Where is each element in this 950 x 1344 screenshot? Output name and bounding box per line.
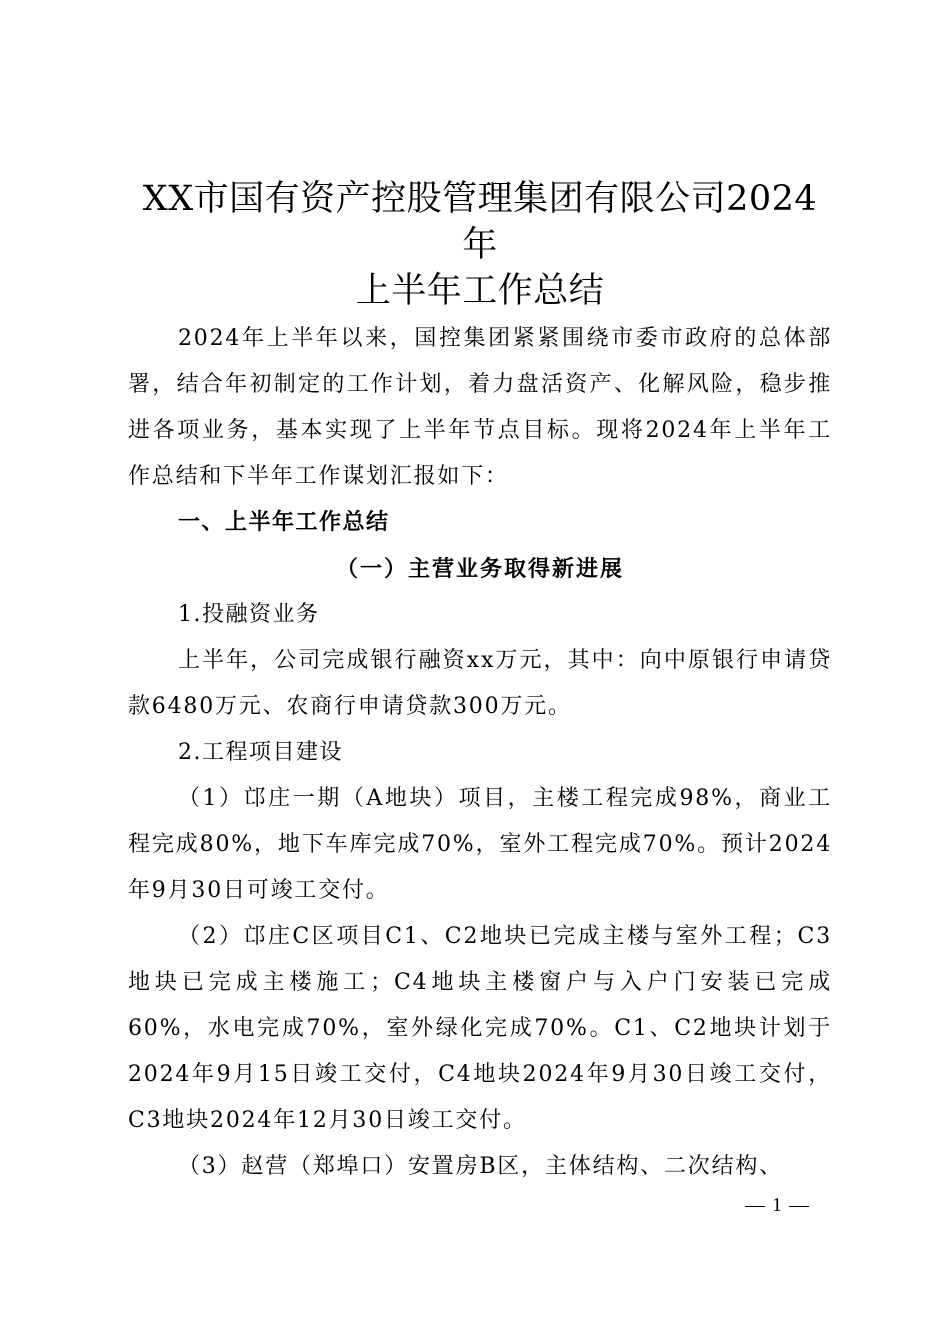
document-title [128,176,832,314]
page-number: — 1 — [745,1194,810,1216]
project-paragraph-2: （2）邙庄C区项目C1、C2地块已完成主楼与室外工程；C3地块已完成主楼施工；C4地块主楼窗户与入户门安装已完成60%，水电完成70%，室外绿化完成70%。C1、C2地块计划于2024年9月15日竣工交付，C4地块2024年9月30日竣工交付，C3地块2024年12月30日竣工交付。 [128,924,832,1133]
project-paragraph-1: （1）邙庄一期（A地块）项目，主楼工程完成98%，商业工程完成80%，地下车库完成70%，室外工程完成70%。预计2024年9月30日可竣工交付。 [128,786,832,903]
intro-paragraph: 2024年上半年以来，国控集团紧紧围绕市委市政府的总体部署，结合年初制定的工作计划，着力盘活资产、化解风险，稳步推进各项业务，基本实现了上半年节点目标。现将2024年上半年工作总结和下半年工作谋划汇报如下： [128,326,832,489]
section-heading-1: 一、上半年工作总结 [178,510,390,535]
document-page [128,176,832,1190]
project-paragraph-3: （3）赵营（郑埠口）安置房B区，主体结构、二次结构、 [178,1154,783,1179]
item-paragraph-1: 上半年，公司完成银行融资xx万元，其中：向中原银行申请贷款6480万元、农商行申请贷款300万元。 [128,648,832,719]
item-heading-2: 2.工程项目建设 [178,740,343,765]
subsection-heading-1: （一）主营业务取得新进展 [335,556,624,582]
title-line-1: XX市国有资产控股管理集团有限公司2024年 [142,179,818,265]
item-heading-1: 1.投融资业务 [178,602,320,627]
title-line-2: 上半年工作总结 [355,271,605,311]
